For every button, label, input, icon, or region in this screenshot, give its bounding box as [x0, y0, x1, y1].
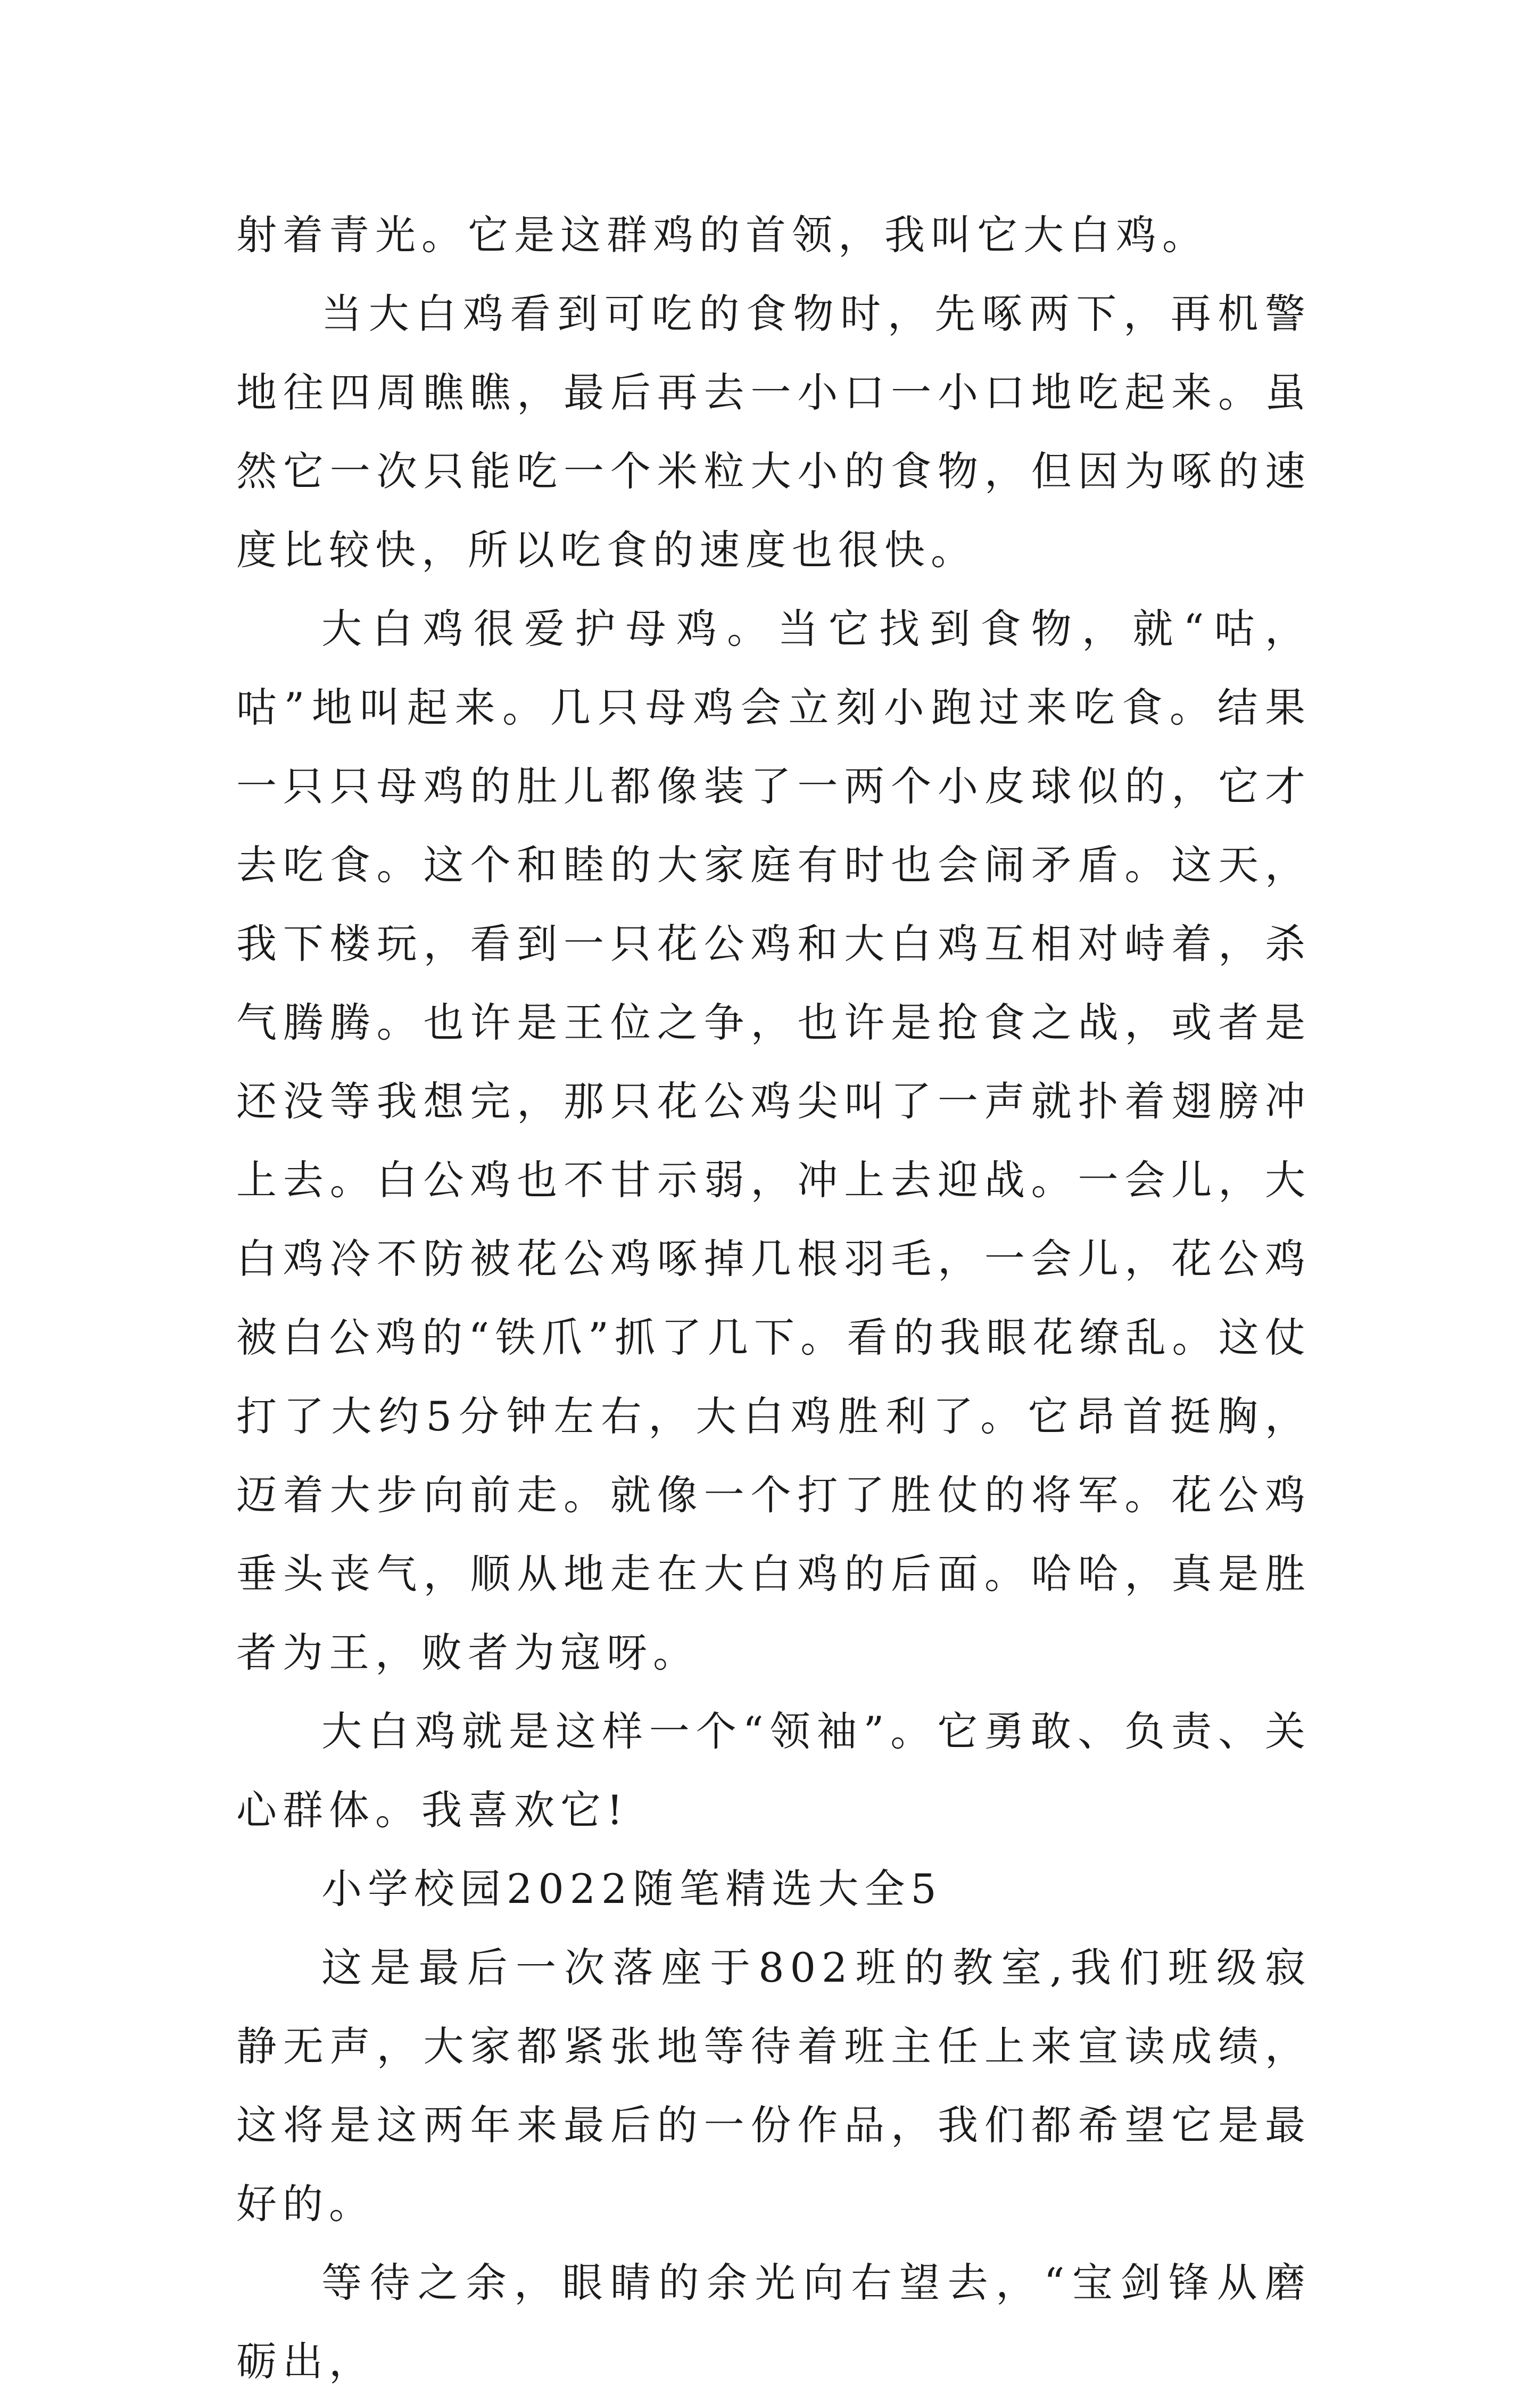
paragraph-continuation: 射着青光。它是这群鸡的首领，我叫它大白鸡。 — [236, 211, 1208, 259]
paragraph: 大白鸡很爱护母鸡。当它找到食物，就“咕，咕”地叫起来。几只母鸡会立刻小跑过来吃食。结果一只只母鸡的肚儿都像装了一两个小皮球似的，它才去吃食。这个和睦的大家庭有时也会闹矛盾。这天，我下楼玩，看到一只花公鸡和大白鸡互相对峙着，杀气腾腾。也许是王位之争，也许是抢食之战，或者是还没等我想完，那只花公鸡尖叫了一声就扑着翅膀冲上去。白公鸡也不甘示弱，冲上去迎战。一会儿，大白鸡冷不防被花公鸡啄掉几根羽毛，一会儿，花公鸡被白公鸡的“铁爪”抓了几下。看的我眼花缭乱。这仗打了大约5分钟左右，大白鸡胜利了。它昂首挺胸，迈着大步向前走。就像一个打了胜仗的将军。花公鸡垂头丧气，顺从地走在大白鸡的后面。哈哈，真是胜者为王，败者为寇呀。 — [236, 605, 1311, 1676]
paragraph: 大白鸡就是这样一个“领袖”。它勇敢、负责、关心群体。我喜欢它! — [236, 1708, 1311, 1834]
document-body — [236, 196, 1311, 2401]
paragraph: 等待之余，眼睛的余光向右望去，“宝剑锋从磨砺出， — [236, 2259, 1311, 2385]
paragraph: 这是最后一次落座于802班的教室,我们班级寂静无声，大家都紧张地等待着班主任上来宣读成绩，这将是这两年来最后的一份作品，我们都希望它是最好的。 — [236, 1944, 1311, 2228]
section-heading: 小学校园2022随笔精选大全5 — [321, 1865, 942, 1912]
paragraph: 当大白鸡看到可吃的食物时，先啄两下，再机警地往四周瞧瞧，最后再去一小口一小口地吃起来。虽然它一次只能吃一个米粒大小的食物，但因为啄的速度比较快，所以吃食的速度也很快。 — [236, 290, 1311, 574]
